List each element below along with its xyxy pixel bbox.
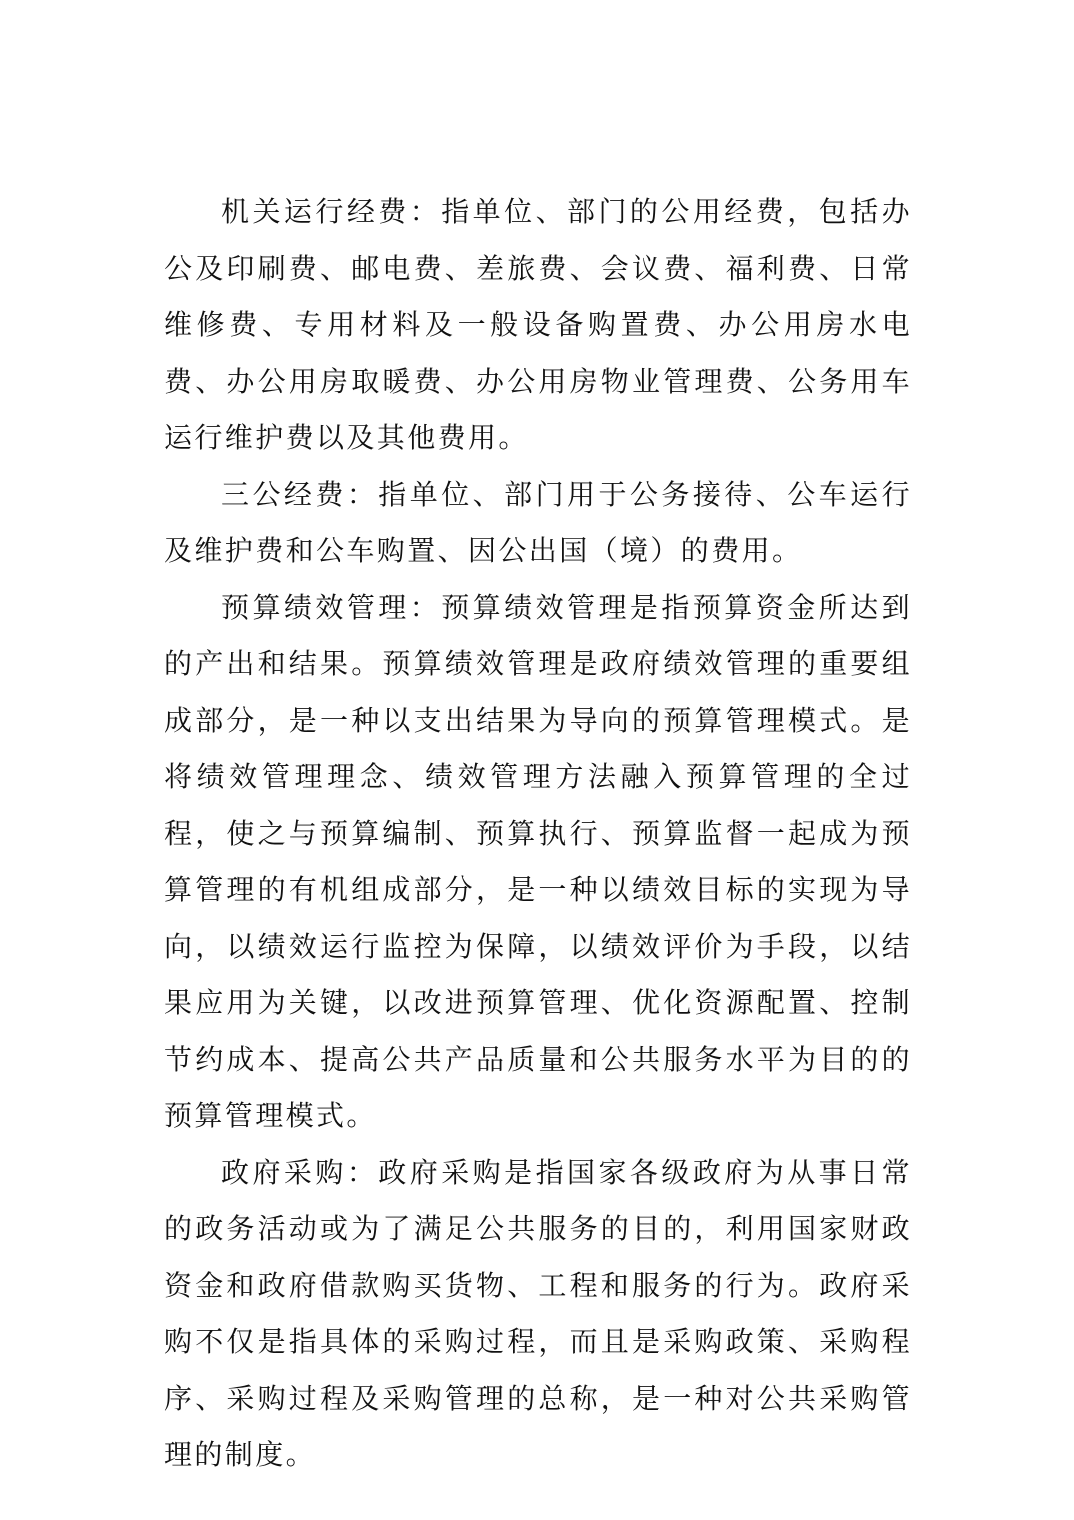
document-body (164, 184, 912, 1484)
paragraph-budget-performance-management: 预算绩效管理：预算绩效管理是指预算资金所达到的产出和结果。预算绩效管理是政府绩效管理的重要组成部分，是一种以支出结果为导向的预算管理模式。是将绩效管理理念、绩效管理方法融入预算管理的全过程，使之与预算编制、预算执行、预算监督一起成为预算管理的有机组成部分，是一种以绩效目标的实现为导向，以绩效运行监控为保障，以绩效评价为手段，以结果应用为关键，以改进预算管理、优化资源配置、控制节约成本、提高公共产品质量和公共服务水平为目的的预算管理模式。 (164, 590, 912, 1132)
paragraph-three-public-expenses: 三公经费：指单位、部门用于公务接待、公车运行及维护费和公车购置、因公出国（境）的费用。 (164, 477, 912, 567)
paragraph-government-procurement: 政府采购：政府采购是指国家各级政府为从事日常的政务活动或为了满足公共服务的目的，利用国家财政资金和政府借款购买货物、工程和服务的行为。政府采购不仅是指具体的采购过程，而且是采购政策、采购程序、采购过程及采购管理的总称，是一种对公共采购管理的制度。 (164, 1155, 912, 1471)
paragraph-office-operating-expenses: 机关运行经费：指单位、部门的公用经费，包括办公及印刷费、邮电费、差旅费、会议费、福利费、日常维修费、专用材料及一般设备购置费、办公用房水电费、办公用房取暖费、办公用房物业管理费、公务用车运行维护费以及其他费用。 (164, 195, 912, 454)
